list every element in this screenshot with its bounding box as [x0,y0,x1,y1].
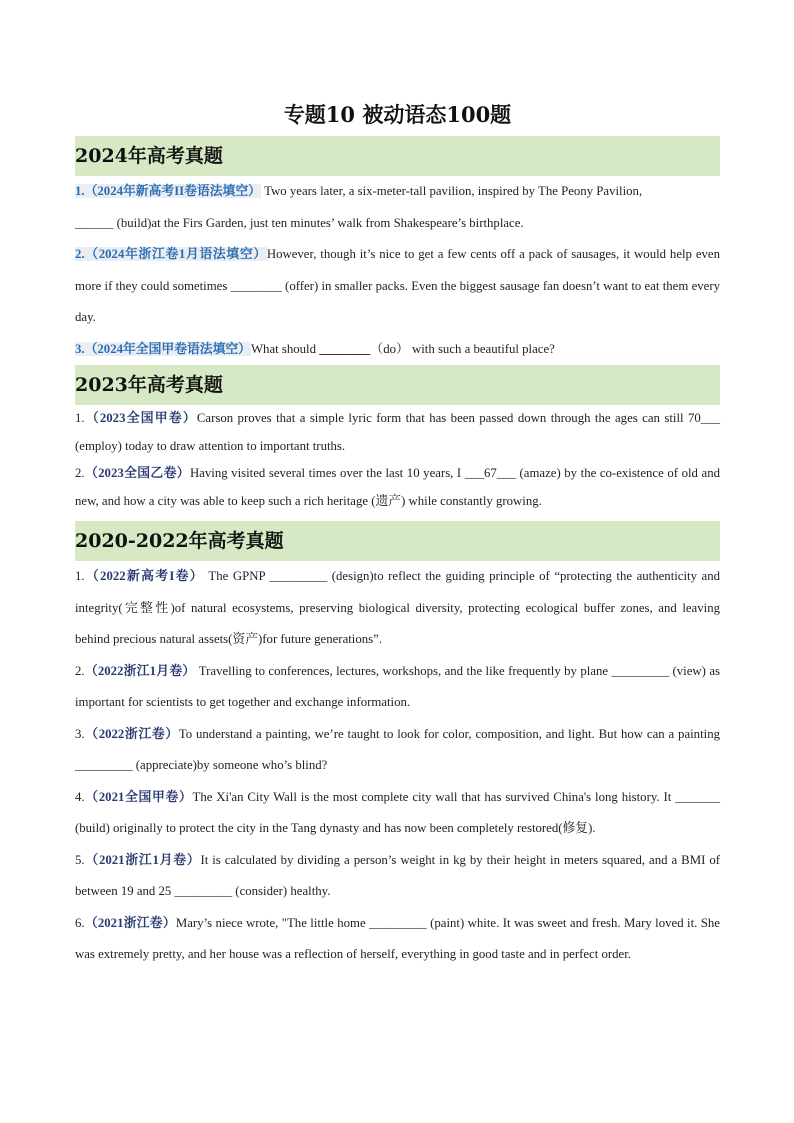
question-2021-6 [75,908,720,971]
question-source: （2024年新高考II卷语法填空） [84,184,261,198]
question-text-cont: (build) originally to protect the city in the Tang dynasty and has now been completely restored(修复). [75,821,596,835]
question-source: （2021浙江1月卷） [84,852,201,867]
question-source: （2022浙江1月卷） [84,663,196,678]
question-text: It is calculated by dividing a person’s weight in kg by their height in meters squared, and a BMI of between 19 and 25 [75,852,721,898]
question-number: 6. [75,915,85,930]
answer-blank: _________ [174,884,233,898]
question-text: Travelling to conferences, lectures, workshops, and the like frequently by plane [195,663,612,678]
question-text: However, though it’s nice to get a few cents off a pack of sausages, it would help even more if they could sometimes [75,247,720,293]
question-text-cont: (employ) today to draw attention to important truths. [75,438,346,453]
question-source: （2022新高考I卷） [84,569,204,583]
question-text-cont: (view) as important for scientists to get together and exchange information. [75,663,721,709]
question-source: （2024年全国甲卷语法填空） [84,341,251,356]
question-text: The Xi'an City Wall is the most complete city wall that has survived China's long history. It [192,789,676,804]
question-source: （2023全国乙卷） [84,466,190,480]
question-source: （2021浙江卷） [84,915,176,930]
question-text: Having visited several times over the last 10 years, I [189,466,465,480]
answer-blank: ______ [75,215,114,230]
question-text-cont: (build)at the Firs Garden, just ten minutes’ walk from Shakespeare’s birthplace. [116,215,524,230]
question-text-cont: (offer) in smaller packs. Even the biggest sausage fan doesn’t want to eat them every day. [75,278,720,324]
section-heading-2023: 2023年高考真题 [75,365,720,405]
question-text-cont: （do） with such a beautiful place? [370,341,555,356]
question-text: The GPNP [203,569,270,583]
question-source: （2022浙江卷） [84,726,179,741]
question-source: （2024年浙江卷1月语法填空） [84,247,267,261]
question-2024-2 [75,239,720,334]
question-text: To understand a painting, we’re taught to look for color, composition, and light. But how can a painting [178,726,720,741]
answer-blank: ___67___ [464,466,516,480]
question-text-cont: (paint) white. It was sweet and fresh. Mary loved it. She was extremely pretty, and her house was a reflection of herself, everything in good taste and in perfect order. [75,915,720,961]
answer-blank: _________ [269,569,328,583]
question-2024-1 [75,176,720,239]
answer-blank: _______ [675,789,720,804]
question-number: 1. [75,184,85,198]
question-2024-3 [75,334,720,366]
answer-blank: _________ [75,758,133,772]
answer-blank: 70___ [688,411,720,425]
document-page [75,100,720,971]
section-heading-2024: 2024年高考真题 [75,136,720,176]
question-number: 1. [75,569,85,583]
question-2021-5 [75,845,720,908]
question-number: 3. [75,726,85,741]
question-2022-3 [75,719,720,782]
question-text-cont: (amaze) by the co-existence of old and new, and how a city was able to keep such a rich heritage (遗产) while constantly growing. [75,466,720,508]
question-text-cont: (appreciate)by someone who’s blind? [132,758,328,772]
question-2022-1 [75,561,720,656]
answer-blank: _________ [369,915,427,930]
answer-blank: ________ [319,341,371,356]
question-2022-2 [75,656,720,719]
question-number: 2. [75,663,85,678]
question-text-cont: (design)to reflect the guiding principle of “protecting the authenticity and integrity(完整性)of natural ecosystems, preserving biological diversity, protecting ecological buffer zones, and leaving behind precious natural assets(资产)for future generations”. [75,569,720,646]
question-number: 5. [75,852,85,867]
question-source: （2023全国甲卷） [84,411,197,425]
question-2023-2 [75,460,720,515]
question-text: Carson proves that a simple lyric form that has been passed down through the ages can still [196,411,688,425]
question-text: Two years later, a six-meter-tall pavilion, inspired by The Peony Pavilion, [260,184,643,198]
question-text-cont: (consider) healthy. [232,884,331,898]
answer-blank: ________ [230,278,282,293]
answer-blank: _________ [611,663,670,678]
question-source: （2021全国甲卷） [84,789,193,804]
question-number: 2. [75,466,85,480]
question-number: 1. [75,411,85,425]
question-number: 2. [75,247,85,261]
question-number: 4. [75,789,85,804]
document-title: 专题10 被动语态100题 [283,102,512,127]
question-text: Mary’s niece wrote, "The little home [175,915,370,930]
section-heading-2020-2022: 2020-2022年高考真题 [75,521,720,561]
question-text: What should [250,341,320,356]
question-number: 3. [75,341,85,356]
question-2021-4 [75,782,720,845]
question-2023-1 [75,405,720,460]
